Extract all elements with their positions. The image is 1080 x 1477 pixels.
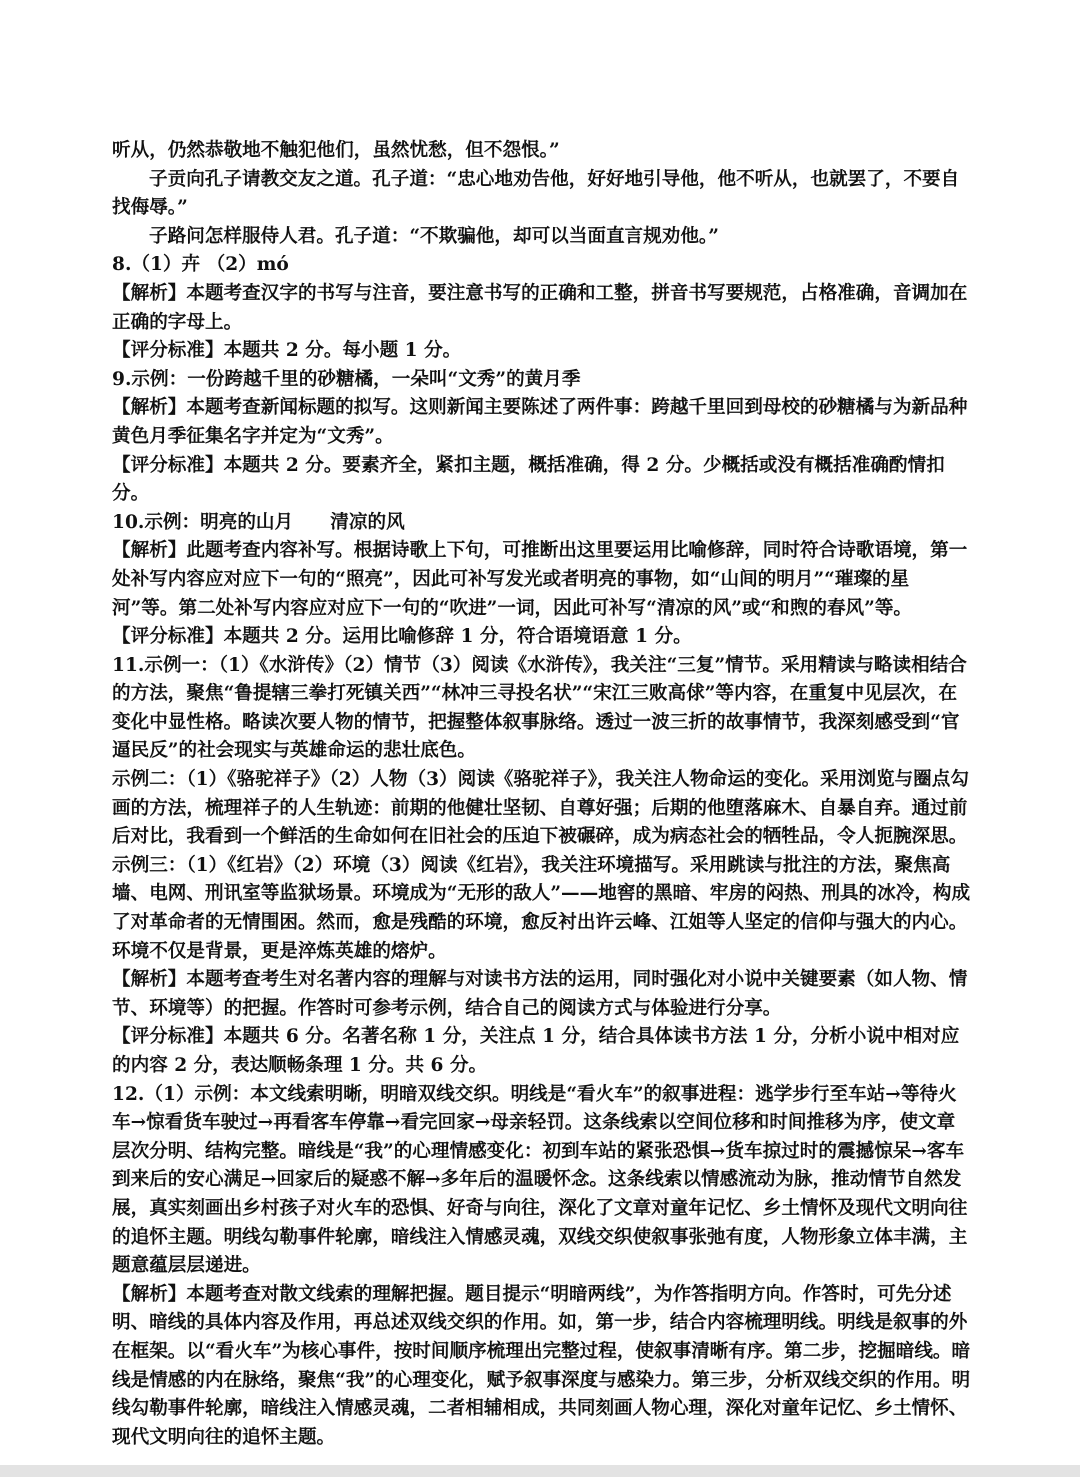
scoring-9: 【评分标准】本题共 2 分。要素齐全，紧扣主题，概括准确，得 2 分。少概括或没有概括准确酌情扣分。 [112,454,945,505]
answer-9: 9.示例：一份跨越千里的砂糖橘，一朵叫“文秀”的黄月季 [112,368,581,390]
analysis-11: 【解析】本题考查考生对名著内容的理解与对读书方法的运用，同时强化对小说中关键要素（如人物、情节、环境等）的把握。作答时可参考示例，结合自己的阅读方式与体验进行分享。 [112,969,968,1019]
document-page [112,137,972,1452]
answer-11-example-2: 示例二：（1）《骆驼祥子》（2）人物（3）阅读《骆驼祥子》，我关注人物命运的变化。采用浏览与圈点勾画的方法，梳理祥子的人生轨迹：前期的他健壮坚韧、自尊好强；后期的他堕落麻木、自暴自弃。通过前后对比，我看到一个鲜活的生命如何在旧社会的压迫下被碾碎，成为病态社会的牺牲品，令人扼腕深思。 [112,769,969,848]
answer-11-example-1: 11.示例一：（1）《水浒传》（2）情节（3）阅读《水浒传》，我关注“三复”情节。采用精读与略读相结合的方法，聚焦“鲁提辖三拳打死镇关西”“林冲三寻投名状”“宋江三败高俅”等内容，在重复中见层次，在变化中显性格。略读次要人物的情节，把握整体叙事脉络。透过一波三折的故事情节，我深刻感受到“官逼民反”的社会现实与英雄命运的悲壮底色。 [112,654,967,762]
answer-12-1: 12.（1）示例：本文线索明晰，明暗双线交织。明线是“看火车”的叙事进程：逃学步行至车站→等待火车→惊看货车驶过→再看客车停靠→看完回家→母亲轻罚。这条线索以空间位移和时间推移为序，使文章层次分明、结构完整。暗线是“我”的心理情感变化：初到车站的紧张恐惧→货车掠过时的震撼惊呆→客车到来后的安心满足→回家后的疑惑不解→多年后的温暖怀念。这条线索以情感流动为脉，推动情节自然发展，真实刻画出乡村孩子对火车的恐惧、好奇与向往，深化了文章对童年记忆、乡土情怀及现代文明向往的追怀主题。明线勾勒事件轮廓，暗线注入情感灵魂，双线交织使叙事张弛有度，人物形象立体丰满，主题意蕴层层递进。 [112,1083,968,1277]
analysis-8: 【解析】本题考查汉字的书写与注音，要注意书写的正确和工整，拼音书写要规范，占格准确，音调加在正确的字母上。 [112,282,968,333]
scoring-11: 【评分标准】本题共 6 分。名著名称 1 分，关注点 1 分，结合具体读书方法 1 分，分析小说中相对应的内容 2 分，表达顺畅条理 1 分。共 6 分。 [112,1026,960,1076]
answer-8: 8.（1）卉 （2）mó [112,254,289,276]
answer-10: 10.示例：明亮的山月 清凉的风 [112,511,405,533]
paragraph-quote-end: 听从，仍然恭敬地不触犯他们，虽然忧愁，但不怨恨。” [112,140,560,161]
paragraph-zilu: 子路问怎样服侍人君。孔子道：“不欺骗他，却可以当面直言规劝他。” [149,225,719,247]
bottom-strip [0,1465,1080,1477]
analysis-10: 【解析】此题考查内容补写。根据诗歌上下句，可推断出这里要运用比喻修辞，同时符合诗歌语境，第一处补写内容应对应下一句的“照亮”，因此可补写发光或者明亮的事物，如“山间的明月”“璀璨的星河”等。第二处补写内容应对应下一句的“吹进”一词，因此可补写“清凉的风”或“和煦的春风”等。 [112,540,968,619]
analysis-9: 【解析】本题考查新闻标题的拟写。这则新闻主要陈述了两件事：跨越千里回到母校的砂糖橘与为新品种黄色月季征集名字并定为“文秀”。 [112,397,968,447]
paragraph-zigong: 子贡向孔子请教交友之道。孔子道：“忠心地劝告他，好好地引导他，他不听从，也就罢了，不要自找侮辱。” [112,168,960,219]
analysis-12: 【解析】本题考查对散文线索的理解把握。题目提示“明暗两线”，为作答指明方向。作答时，可先分述明、暗线的具体内容及作用，再总述双线交织的作用。如，第一步，结合内容梳理明线。明线是叙事的外在框架。以“看火车”为核心事件，按时间顺序梳理出完整过程，使叙事清晰有序。第二步，挖掘暗线。暗线是情感的内在脉络，聚焦“我”的心理变化，赋予叙事深度与感染力。第三步，分析双线交织的作用。明线勾勒事件轮廓，暗线注入情感灵魂，二者相辅相成，共同刻画人物心理，深化对童年记忆、乡土情怀、现代文明向往的追怀主题。 [112,1283,971,1448]
scoring-8: 【评分标准】本题共 2 分。每小题 1 分。 [112,340,462,362]
answer-11-example-3: 示例三：（1）《红岩》（2）环境（3）阅读《红岩》，我关注环境描写。采用跳读与批注的方法，聚焦高墙、电网、刑讯室等监狱场景。环境成为“无形的敌人”——地窖的黑暗、牢房的闷热、刑具的冰冷，构成了对革命者的无情围困。然而，愈是残酷的环境，愈反衬出许云峰、江姐等人坚定的信仰与强大的内心。环境不仅是背景，更是淬炼英雄的熔炉。 [112,854,971,962]
scoring-10: 【评分标准】本题共 2 分。运用比喻修辞 1 分，符合语境语意 1 分。 [112,626,692,648]
